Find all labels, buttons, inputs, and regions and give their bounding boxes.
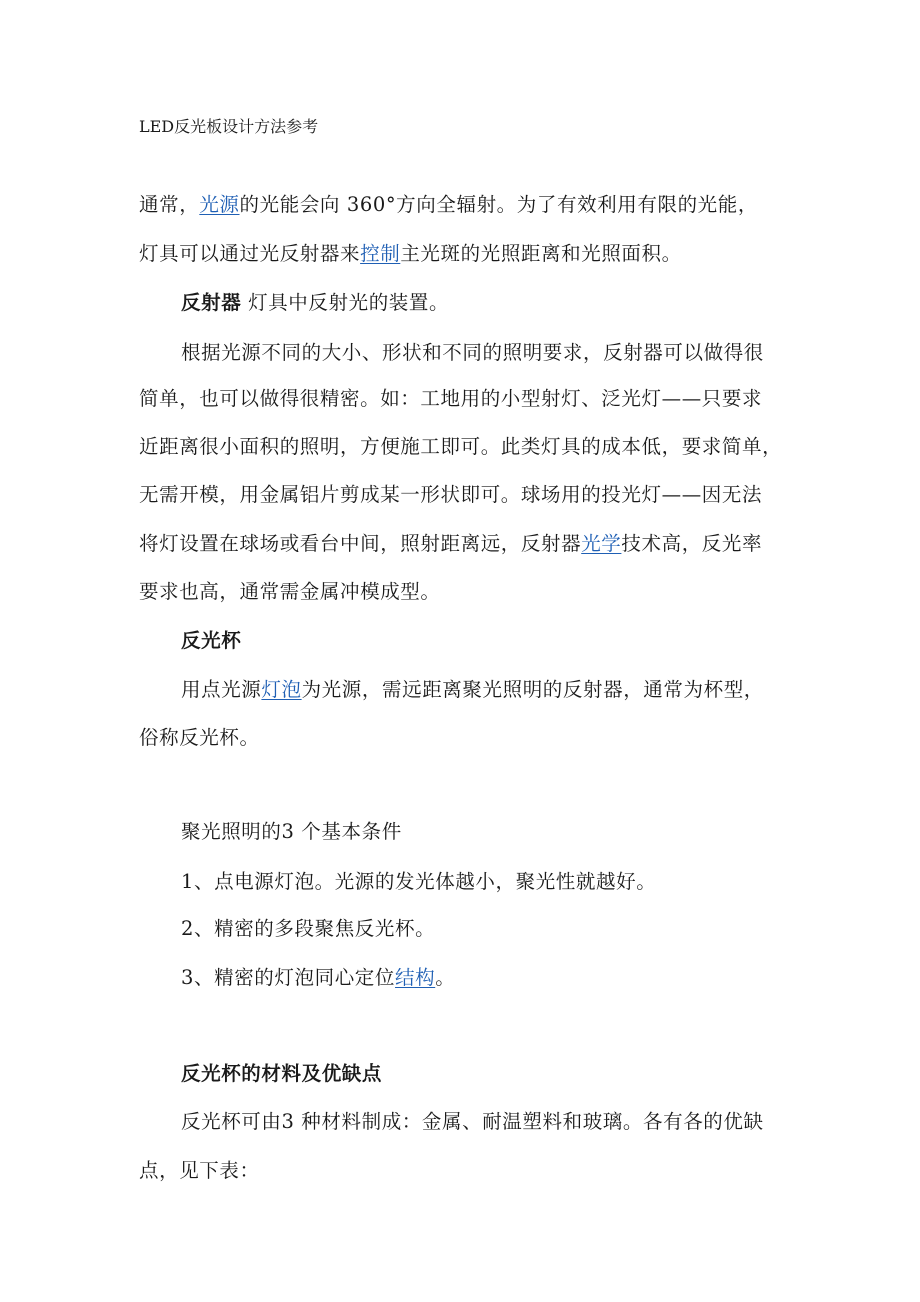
link-control[interactable]: 控制 [360,242,401,265]
definition-line [181,289,449,317]
text: 用点光源 [181,678,262,701]
text: 主光斑的光照距离和光照面积。 [400,242,682,265]
conditions-heading: 聚光照明的3 个基本条件 [181,820,402,843]
text: 为光源，需远距离聚光照明的反射器，通常为杯型， [301,678,764,701]
paragraph-line: 反光杯可由3 种材料制成：金属、耐温塑料和玻璃。各有各的优缺 [181,1110,764,1133]
paragraph-line [139,191,758,219]
heading-materials: 反光杯的材料及优缺点 [181,1062,383,1085]
link-structure[interactable]: 结构 [395,966,436,989]
list-item: 2、精密的多段聚焦反光杯。 [181,917,436,940]
link-light-source[interactable]: 光源 [199,193,240,216]
list-item: 1、点电源灯泡。光源的发光体越小，聚光性就越好。 [181,870,657,893]
paragraph-line [181,676,764,704]
paragraph-line: 近距离很小面积的照明，方便施工即可。此类灯具的成本低，要求简单， [139,435,783,458]
paragraph-line [139,240,682,268]
paragraph-line: 根据光源不同的大小、形状和不同的照明要求，反射器可以做得很 [181,341,764,364]
text: 3、精密的灯泡同心定位 [181,966,396,989]
link-optics[interactable]: 光学 [581,532,622,555]
heading-reflector-cup: 反光杯 [181,629,242,652]
paragraph-line [139,530,762,558]
document-title: LED反光板设计方法参考 [139,117,319,136]
text: 技术高，反光率 [621,532,763,555]
list-item [181,964,455,992]
text: 的光能会向 360°方向全辐射。为了有效利用有限的光能， [239,193,758,216]
paragraph-line: 简单，也可以做得很精密。如：工地用的小型射灯、泛光灯——只要求 [139,387,763,410]
text: 将灯设置在球场或看台中间，照射距离远，反射器 [139,532,582,555]
term-reflector: 反射器 [181,291,242,314]
paragraph-line: 俗称反光杯。 [139,726,260,749]
paragraph-line: 要求也高，通常需金属冲模成型。 [139,580,441,603]
link-bulb[interactable]: 灯泡 [261,678,302,701]
definition-text: 灯具中反射光的装置。 [241,291,450,314]
text: 灯具可以通过光反射器来 [139,242,361,265]
paragraph-line: 无需开模，用金属铝片剪成某一形状即可。球场用的投光灯——因无法 [139,483,763,506]
text: 通常， [139,193,200,216]
paragraph-line: 点，见下表： [139,1159,260,1182]
text: 。 [435,966,456,989]
